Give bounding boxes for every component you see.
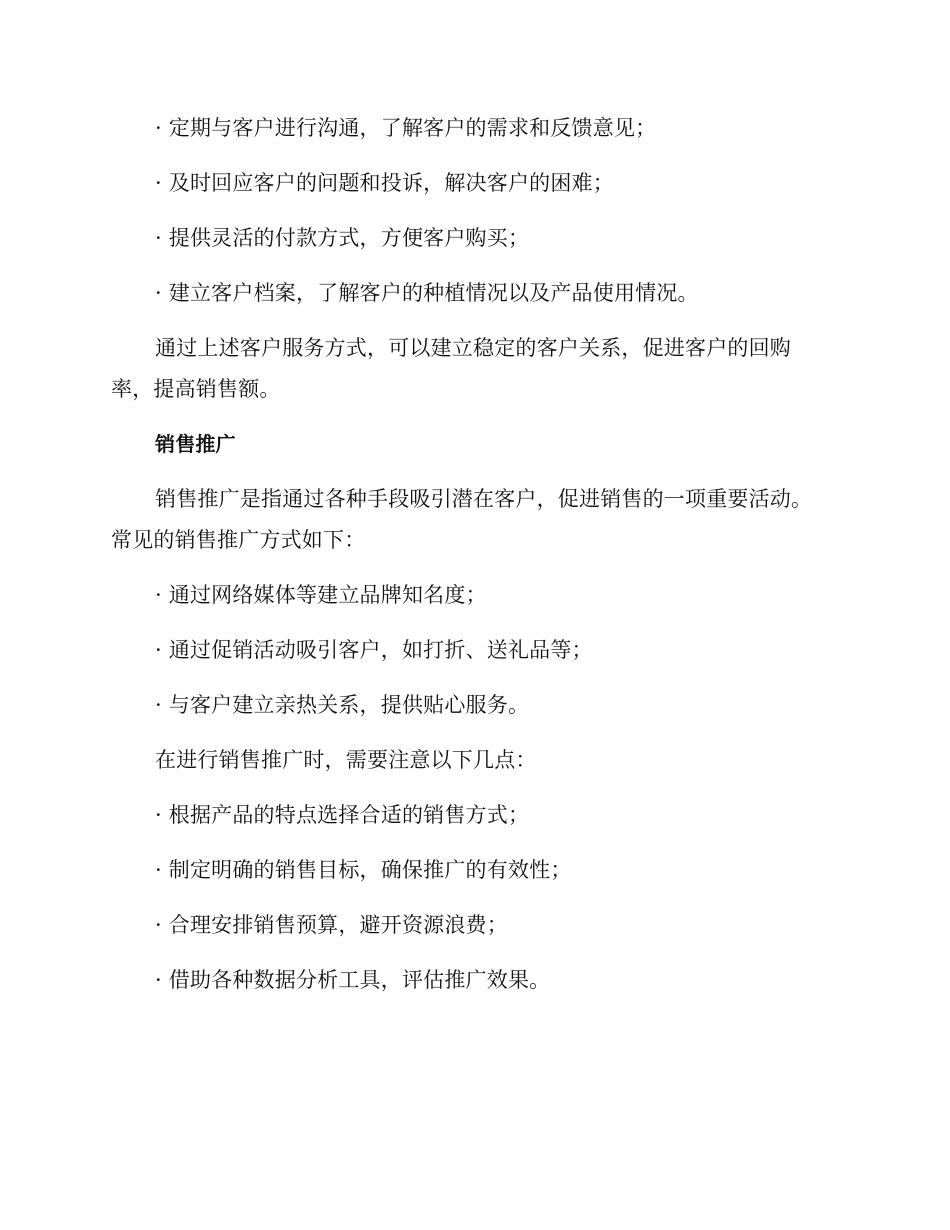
service-bullet-4: · 建立客户档案，了解客户的种植情况以及产品使用情况。 [155,281,699,305]
note-bullet-2: · 制定明确的销售目标，确保推广的有效性； [155,858,572,882]
note-bullet-3: · 合理安排销售预算，避开资源浪费； [155,913,508,937]
promotion-method-2: · 通过促销活动吸引客户，如打折、送礼品等； [155,638,593,662]
service-bullet-3: · 提供灵活的付款方式，方便客户购买； [155,226,530,250]
service-summary-line-2: 率，提高销售额。 [111,377,281,401]
promotion-method-3: · 与客户建立亲热关系，提供贴心服务。 [155,693,530,717]
service-bullet-2: · 及时回应客户的问题和投诉，解决客户的困难； [155,171,614,195]
service-summary-line-1: 通过上述客户服务方式，可以建立稳定的客户关系，促进客户的回购 [155,336,791,360]
note-bullet-4: · 借助各种数据分析工具，评估推广效果。 [155,968,551,992]
promotion-intro-line-2: 常见的销售推广方式如下： [111,528,366,552]
notes-intro: 在进行销售推广时，需要注意以下几点： [155,748,537,772]
note-bullet-1: · 根据产品的特点选择合适的销售方式； [155,803,530,827]
service-bullet-1: · 定期与客户进行沟通，了解客户的需求和反馈意见； [155,116,657,140]
promotion-intro-line-1: 销售推广是指通过各种手段吸引潜在客户，促进销售的一项重要活动。 [155,487,813,511]
section-heading: 销售推广 [155,432,236,456]
promotion-method-1: · 通过网络媒体等建立品牌知名度； [155,583,487,607]
